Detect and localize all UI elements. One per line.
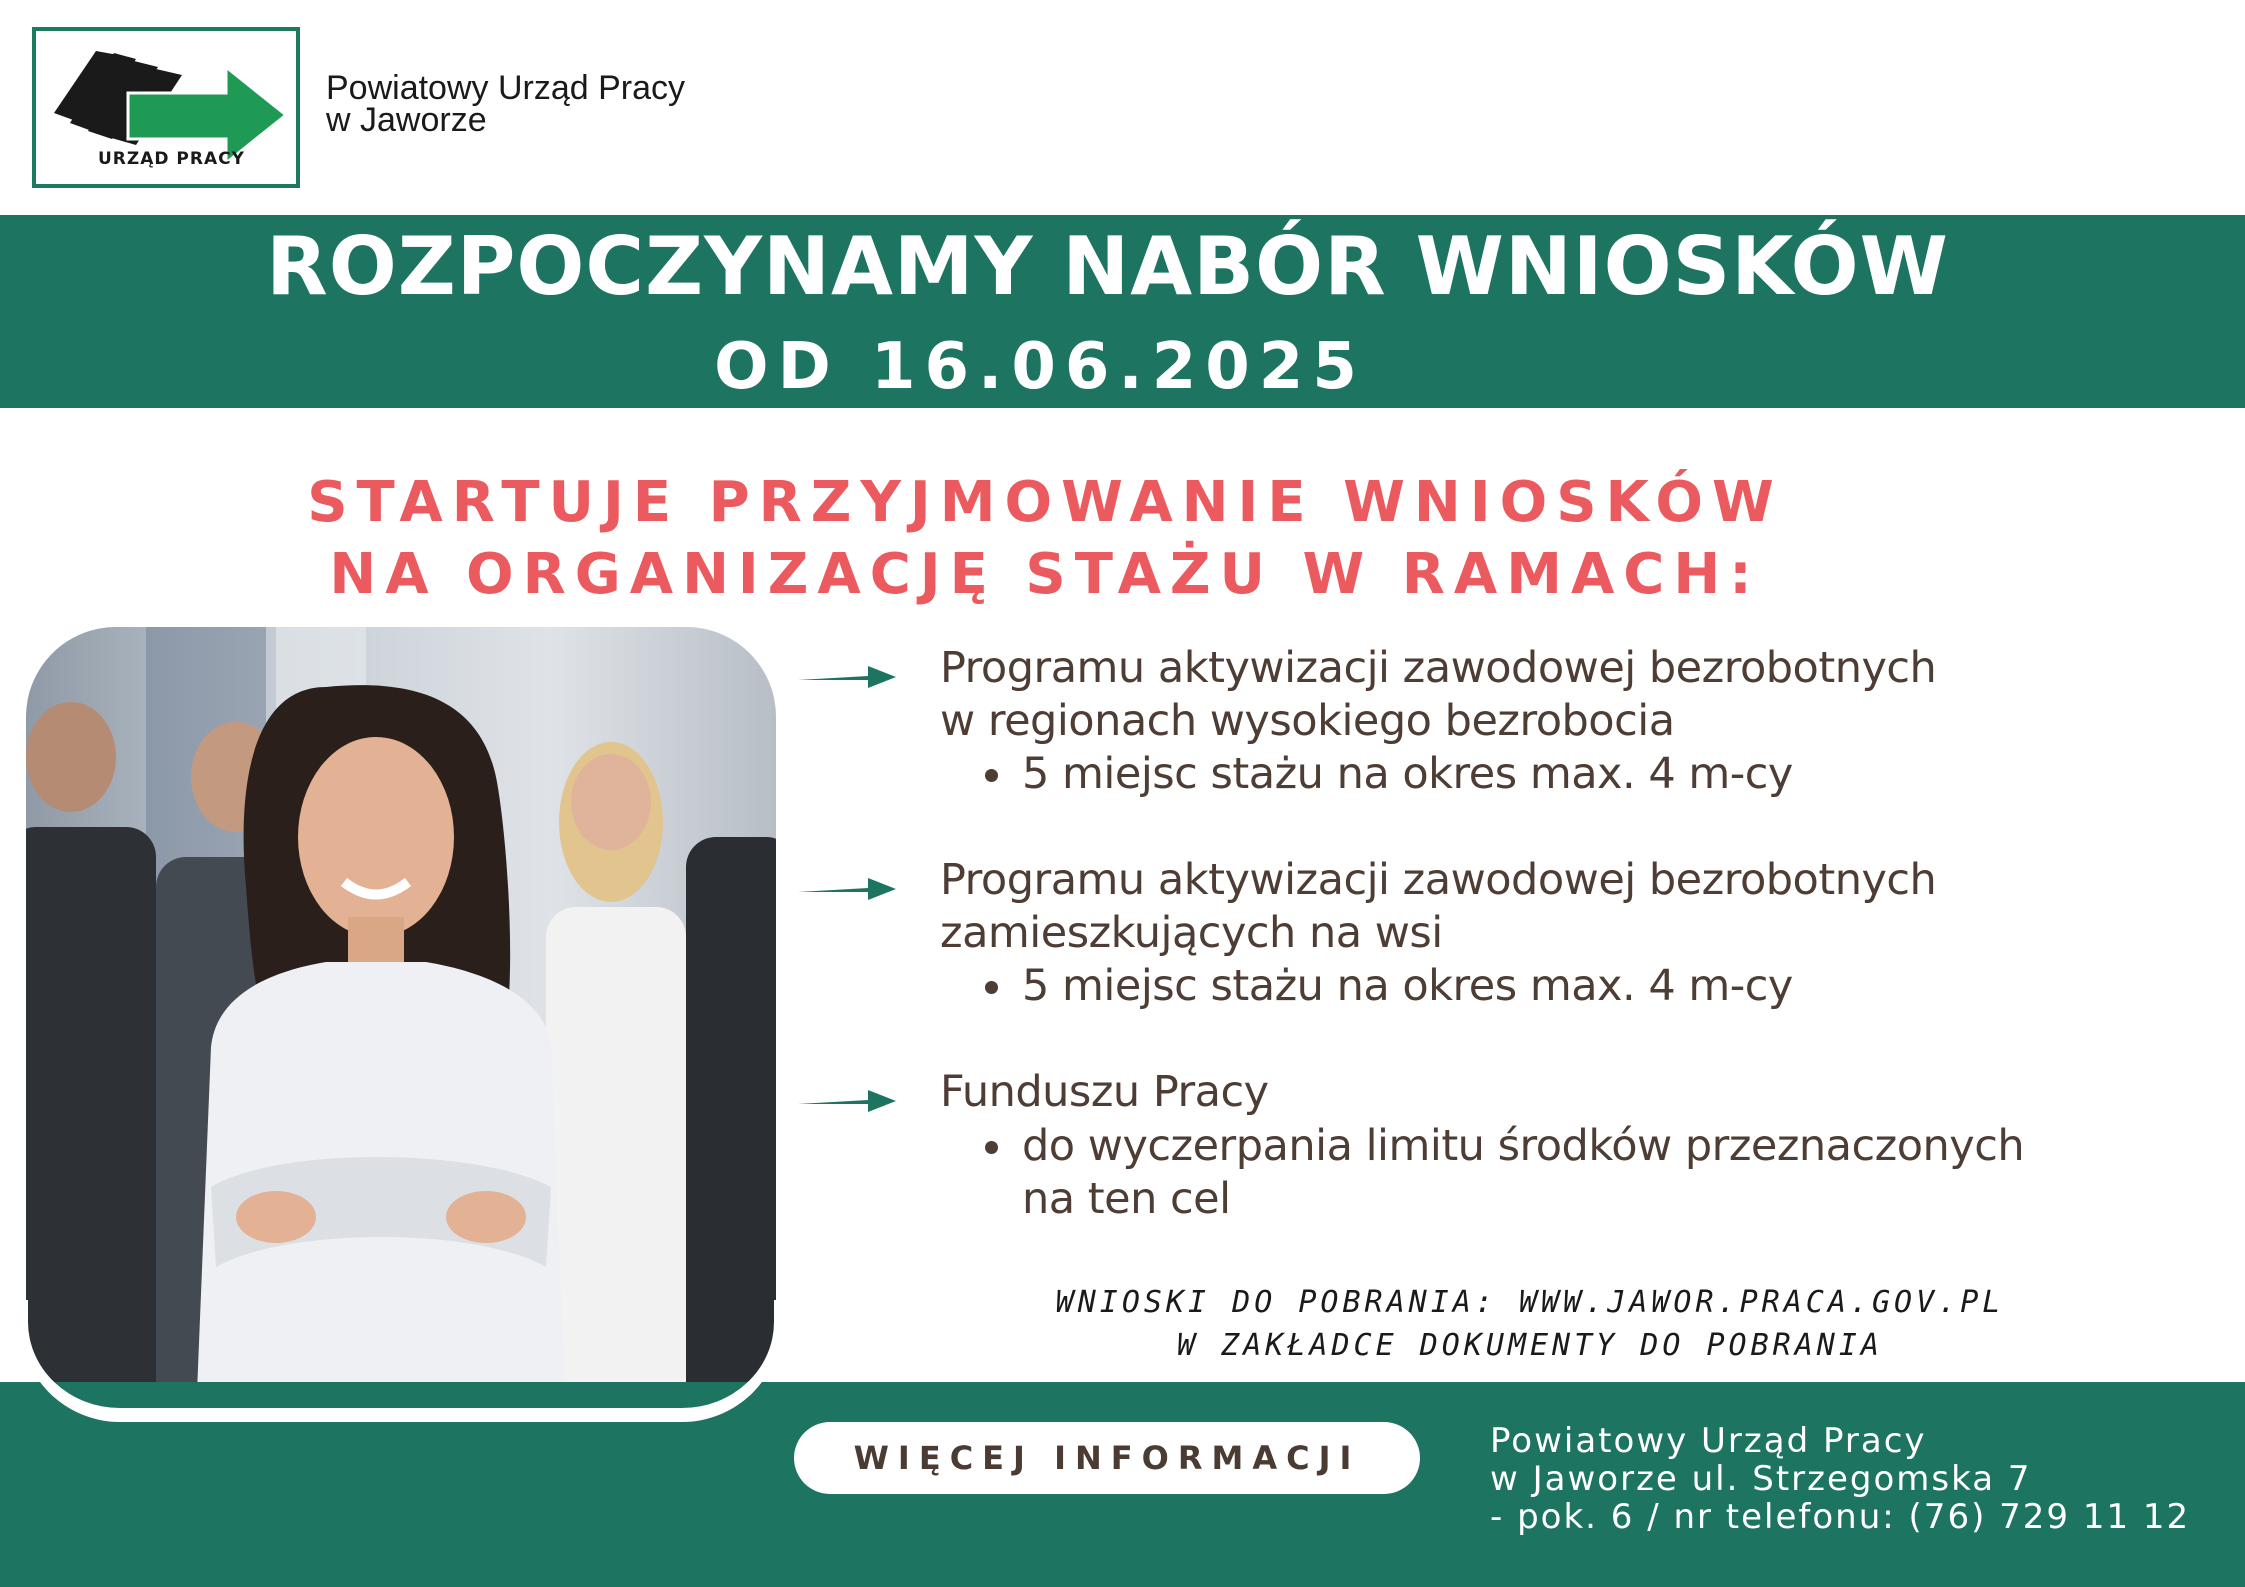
- arrow-right-icon: [798, 662, 896, 692]
- org-name-line-2: w Jaworze: [326, 101, 487, 139]
- org-name: [326, 69, 686, 139]
- address-line-1: Powiatowy Urząd Pracy: [1490, 1421, 1927, 1461]
- org-name-line-1: Powiatowy Urząd Pracy: [326, 69, 686, 107]
- program-3-detail-line-1: do wyczerpania limitu środków przeznaczonych: [1022, 1121, 2025, 1171]
- program-2-detail: 5 miejsc stażu na okres max. 4 m-cy: [1022, 961, 1793, 1011]
- logo: [32, 27, 300, 188]
- team-photo: [26, 627, 776, 1417]
- team-photo-illustration: [26, 627, 776, 1417]
- photo-frame: [20, 1300, 782, 1422]
- subheadline-line-1: STARTUJE PRZYJMOWANIE WNIOSKÓW: [307, 470, 1783, 535]
- program-1-detail: 5 miejsc stażu na okres max. 4 m-cy: [1022, 749, 1793, 799]
- bullet-icon: [985, 769, 998, 782]
- program-1-title-line-1: Programu aktywizacji zawodowej bezrobotnych: [940, 643, 1937, 693]
- program-3-title: Funduszu Pracy: [940, 1067, 1269, 1117]
- program-2-title-line-2: zamieszkujących na wsi: [940, 908, 1443, 958]
- download-note-line-2: W ZAKŁADCE DOKUMENTY DO POBRANIA: [1177, 1328, 1883, 1363]
- bullet-icon: [985, 1141, 998, 1154]
- address-line-2: w Jaworze ul. Strzegomska 7: [1490, 1459, 2032, 1499]
- program-2-title-line-1: Programu aktywizacji zawodowej bezrobotnych: [940, 855, 1937, 905]
- subheadline-line-2: NA ORGANIZACJĘ STAŻU W RAMACH:: [329, 542, 1761, 607]
- start-date: OD 16.06.2025: [714, 330, 1366, 404]
- headline: ROZPOCZYNAMY NABÓR WNIOSKÓW: [266, 220, 1949, 313]
- more-info-button[interactable]: WIĘCEJ INFORMACJI: [794, 1422, 1420, 1494]
- arrow-right-icon: [798, 1086, 896, 1116]
- download-note-line-1: WNIOSKI DO POBRANIA: WWW.JAWOR.PRACA.GOV.PL: [1055, 1285, 2005, 1320]
- arrow-right-icon: [798, 874, 896, 904]
- program-3-detail-line-2: na ten cel: [1022, 1174, 1231, 1224]
- logo-label: URZĄD PRACY: [98, 149, 245, 169]
- bullet-icon: [985, 981, 998, 994]
- program-1-title-line-2: w regionach wysokiego bezrobocia: [940, 696, 1675, 746]
- address-line-3: - pok. 6 / nr telefonu: (76) 729 11 12: [1490, 1497, 2191, 1537]
